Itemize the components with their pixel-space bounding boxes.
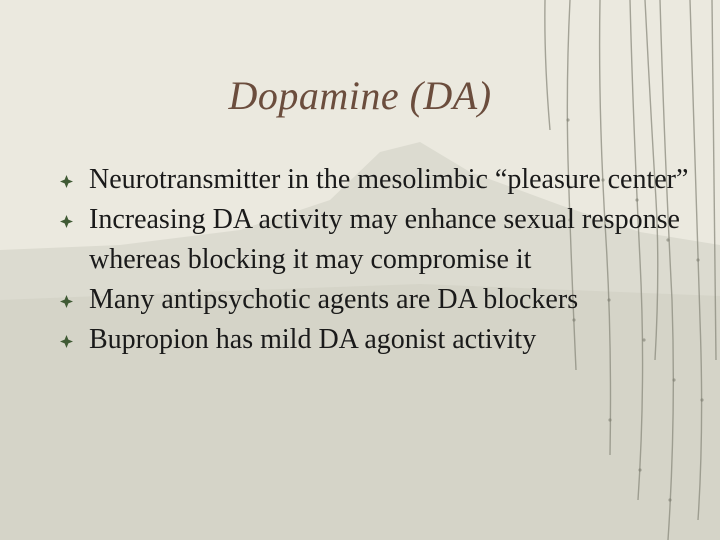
diamond-bullet-icon xyxy=(60,295,73,308)
slide-title: Dopamine (DA) xyxy=(228,73,492,118)
bullet-list xyxy=(60,160,700,360)
diamond-bullet-icon xyxy=(60,335,73,348)
bullet-text: Increasing DA activity may enhance sexual response whereas blocking it may compromise it xyxy=(89,204,680,275)
diamond-bullet-icon xyxy=(60,175,73,188)
diamond-bullet-icon xyxy=(60,215,73,228)
bullet-text: Bupropion has mild DA agonist activity xyxy=(89,324,537,355)
bullet-text: Neurotransmitter in the mesolimbic “pleasure center” xyxy=(89,164,689,195)
bullet-item xyxy=(60,160,700,200)
bullet-item xyxy=(60,200,700,280)
bullet-item xyxy=(60,320,700,360)
bullet-text: Many antipsychotic agents are DA blockers xyxy=(89,284,579,315)
bullet-item xyxy=(60,280,700,320)
